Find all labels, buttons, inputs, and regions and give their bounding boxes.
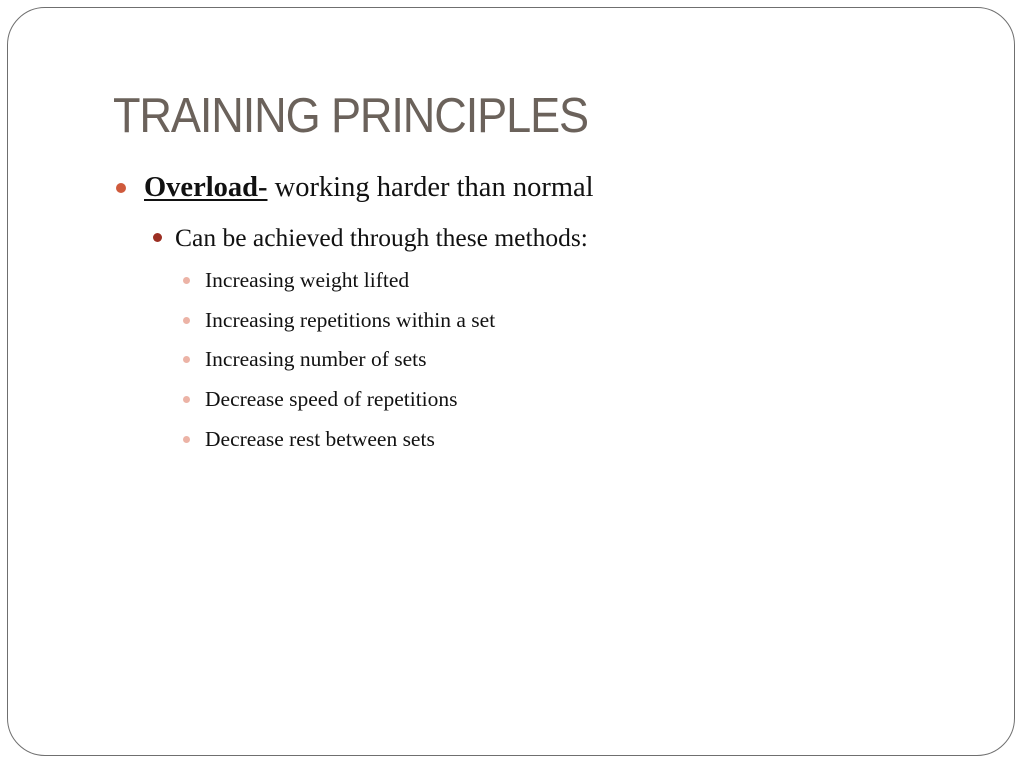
sub-bullet-icon (153, 233, 162, 242)
method-item: Decrease rest between sets (205, 427, 435, 451)
method-bullet-icon (183, 277, 190, 284)
method-bullet-icon (183, 396, 190, 403)
term-overload: Overload- (144, 172, 268, 203)
sub-bullet-methods-intro: Can be achieved through these methods: (175, 223, 588, 252)
method-bullet-icon (183, 356, 190, 363)
slide-title: TRAINING PRINCIPLES (113, 89, 588, 143)
method-bullet-icon (183, 317, 190, 324)
method-item: Decrease speed of repetitions (205, 387, 458, 411)
term-definition: working harder than normal (267, 172, 594, 203)
bullet-icon (116, 183, 126, 193)
method-item: Increasing number of sets (205, 347, 427, 371)
method-item: Increasing repetitions within a set (205, 308, 496, 332)
bullet-point-overload (144, 170, 594, 206)
method-bullet-icon (183, 436, 190, 443)
method-item: Increasing weight lifted (205, 268, 410, 292)
